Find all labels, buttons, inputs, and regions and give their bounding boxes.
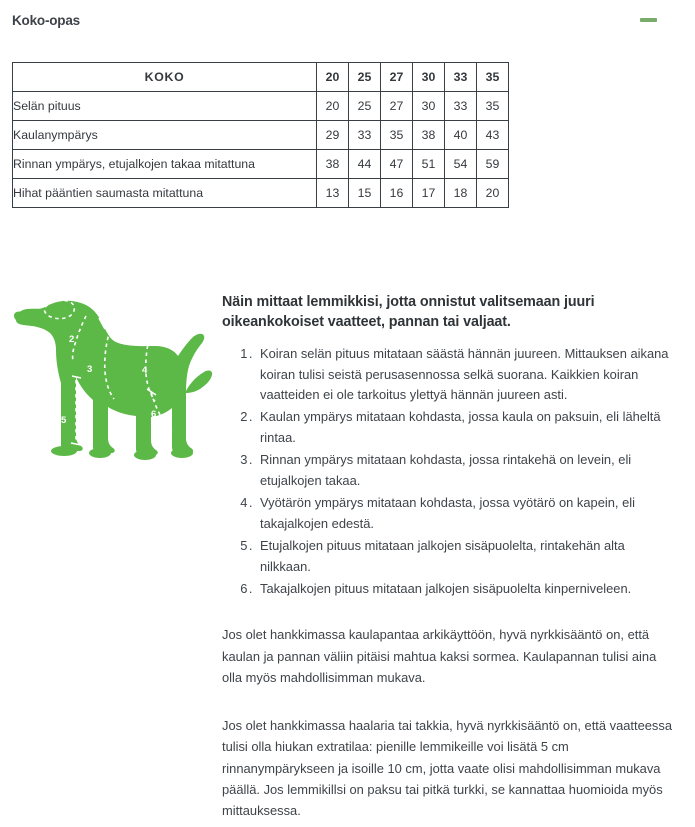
cell-value: 30 bbox=[413, 92, 445, 121]
table-row bbox=[13, 121, 509, 150]
callout-1: 1 bbox=[127, 313, 133, 324]
callout-5: 5 bbox=[61, 415, 67, 426]
callout-3: 3 bbox=[87, 364, 93, 375]
cell-value: 40 bbox=[445, 121, 477, 150]
cell-value: 13 bbox=[317, 179, 349, 208]
cell-value: 29 bbox=[317, 121, 349, 150]
cell-value: 16 bbox=[381, 179, 413, 208]
collar-note: Jos olet hankkimassa kaulapantaa arkikäyttöön, hyvä nyrkkisääntö on, että kaulan ja pannan väliin pitäisi mahtua kaksi sormea. Kaulapannan tulisi aina olla myös mahdollisimman mukava. bbox=[222, 627, 657, 686]
list-item: Takajalkojen pituus mitataan jalkojen sisäpuolelta kinperniveleen. bbox=[260, 580, 632, 596]
column-header-size-0: 20 bbox=[317, 63, 349, 92]
column-header-size-5: 35 bbox=[477, 63, 509, 92]
list-item: Rinnan ympärys mitataan kohdasta, jossa rintakehä on levein, eli etujalkojen takaa. bbox=[260, 452, 632, 489]
cell-value: 20 bbox=[317, 92, 349, 121]
dog-rear-paw-2 bbox=[171, 448, 193, 458]
cell-value: 44 bbox=[349, 150, 381, 179]
guide-text-column bbox=[222, 292, 677, 822]
minus-icon[interactable] bbox=[640, 18, 657, 22]
list-item: Vyötärön ympärys mitataan kohdasta, jossa vyötärö on kapein, eli takajalkojen edestä. bbox=[260, 494, 635, 531]
column-header-size-1: 25 bbox=[349, 63, 381, 92]
cell-value: 38 bbox=[317, 150, 349, 179]
guide-heading: Näin mittaat lemmikkisi, jotta onnistut valitsemaan juuri oikeankokoiset vaatteet, pannan tai valjaat. bbox=[222, 294, 595, 331]
cell-value: 17 bbox=[413, 179, 445, 208]
row-label: Hihat pääntien saumasta mitattuna bbox=[13, 179, 317, 208]
table-header-row bbox=[13, 63, 509, 92]
row-label: Kaulanympärys bbox=[13, 121, 317, 150]
cell-value: 47 bbox=[381, 150, 413, 179]
column-header-size-3: 30 bbox=[413, 63, 445, 92]
row-label: Selän pituus bbox=[13, 92, 317, 121]
dog-diagram bbox=[14, 288, 214, 463]
list-item: Etujalkojen pituus mitataan jalkojen sisäpuolelta, rintakehän alta nilkkaan. bbox=[260, 537, 625, 574]
dog-tail bbox=[186, 371, 212, 393]
cell-value: 38 bbox=[413, 121, 445, 150]
cell-value: 54 bbox=[445, 150, 477, 179]
table-row bbox=[13, 150, 509, 179]
cell-value: 20 bbox=[477, 179, 509, 208]
table-row bbox=[13, 92, 509, 121]
dog-body bbox=[16, 301, 204, 455]
cell-value: 27 bbox=[381, 92, 413, 121]
cell-value: 15 bbox=[349, 179, 381, 208]
column-header-size-4: 33 bbox=[445, 63, 477, 92]
cell-value: 35 bbox=[477, 92, 509, 121]
callout-4: 4 bbox=[142, 365, 148, 376]
dog-front-paw-2 bbox=[89, 448, 111, 458]
accordion-header[interactable] bbox=[0, 0, 695, 40]
dog-rear-paw bbox=[134, 450, 156, 460]
list-item: Kaulan ympärys mitataan kohdasta, jossa kaula on paksuin, eli läheltä rintaa. bbox=[260, 409, 661, 446]
cell-value: 33 bbox=[445, 92, 477, 121]
cell-value: 25 bbox=[349, 92, 381, 121]
cell-value: 43 bbox=[477, 121, 509, 150]
cell-value: 35 bbox=[381, 121, 413, 150]
list-item: Koiran selän pituus mitataan säästä hännän juureen. Mittauksen aikana koiran tulisi seistä perusasennossa selkä suorana. Kaikkien koiran vaatteiden ei ole tarkoitus ylettyä hännän juureen asti. bbox=[260, 345, 669, 403]
clothing-note: Jos olet hankkimassa haalaria tai takkia, hyvä nyrkkisääntö on, että vaatteessa tulisi olla hiukan extratilaa: pienille lemmikeille voi lisätä 5 cm rinnanympärykseen ja isoille 10 cm, jotta vaate olisi mahdollisimman mukava päällä. Jos lemmikillsi on paksu tai pitkä turkki, se kannattaa huomioida myös mittauksessa. bbox=[222, 717, 672, 819]
callout-2: 2 bbox=[69, 334, 75, 345]
page-title: Koko-opas bbox=[12, 12, 80, 28]
callout-6: 6 bbox=[151, 409, 157, 420]
size-guide-table bbox=[12, 62, 508, 208]
cell-value: 33 bbox=[349, 121, 381, 150]
line-1-back-length bbox=[102, 316, 179, 335]
table-row bbox=[13, 179, 509, 208]
column-header-koko: KOKO bbox=[13, 63, 317, 92]
dog-silhouette bbox=[14, 301, 212, 460]
cell-value: 51 bbox=[413, 150, 445, 179]
dog-front-paw bbox=[51, 446, 77, 456]
cell-value: 59 bbox=[477, 150, 509, 179]
measurement-steps-list bbox=[222, 344, 677, 600]
row-label: Rinnan ympärys, etujalkojen takaa mitattuna bbox=[13, 150, 317, 179]
cell-value: 18 bbox=[445, 179, 477, 208]
column-header-size-2: 27 bbox=[381, 63, 413, 92]
